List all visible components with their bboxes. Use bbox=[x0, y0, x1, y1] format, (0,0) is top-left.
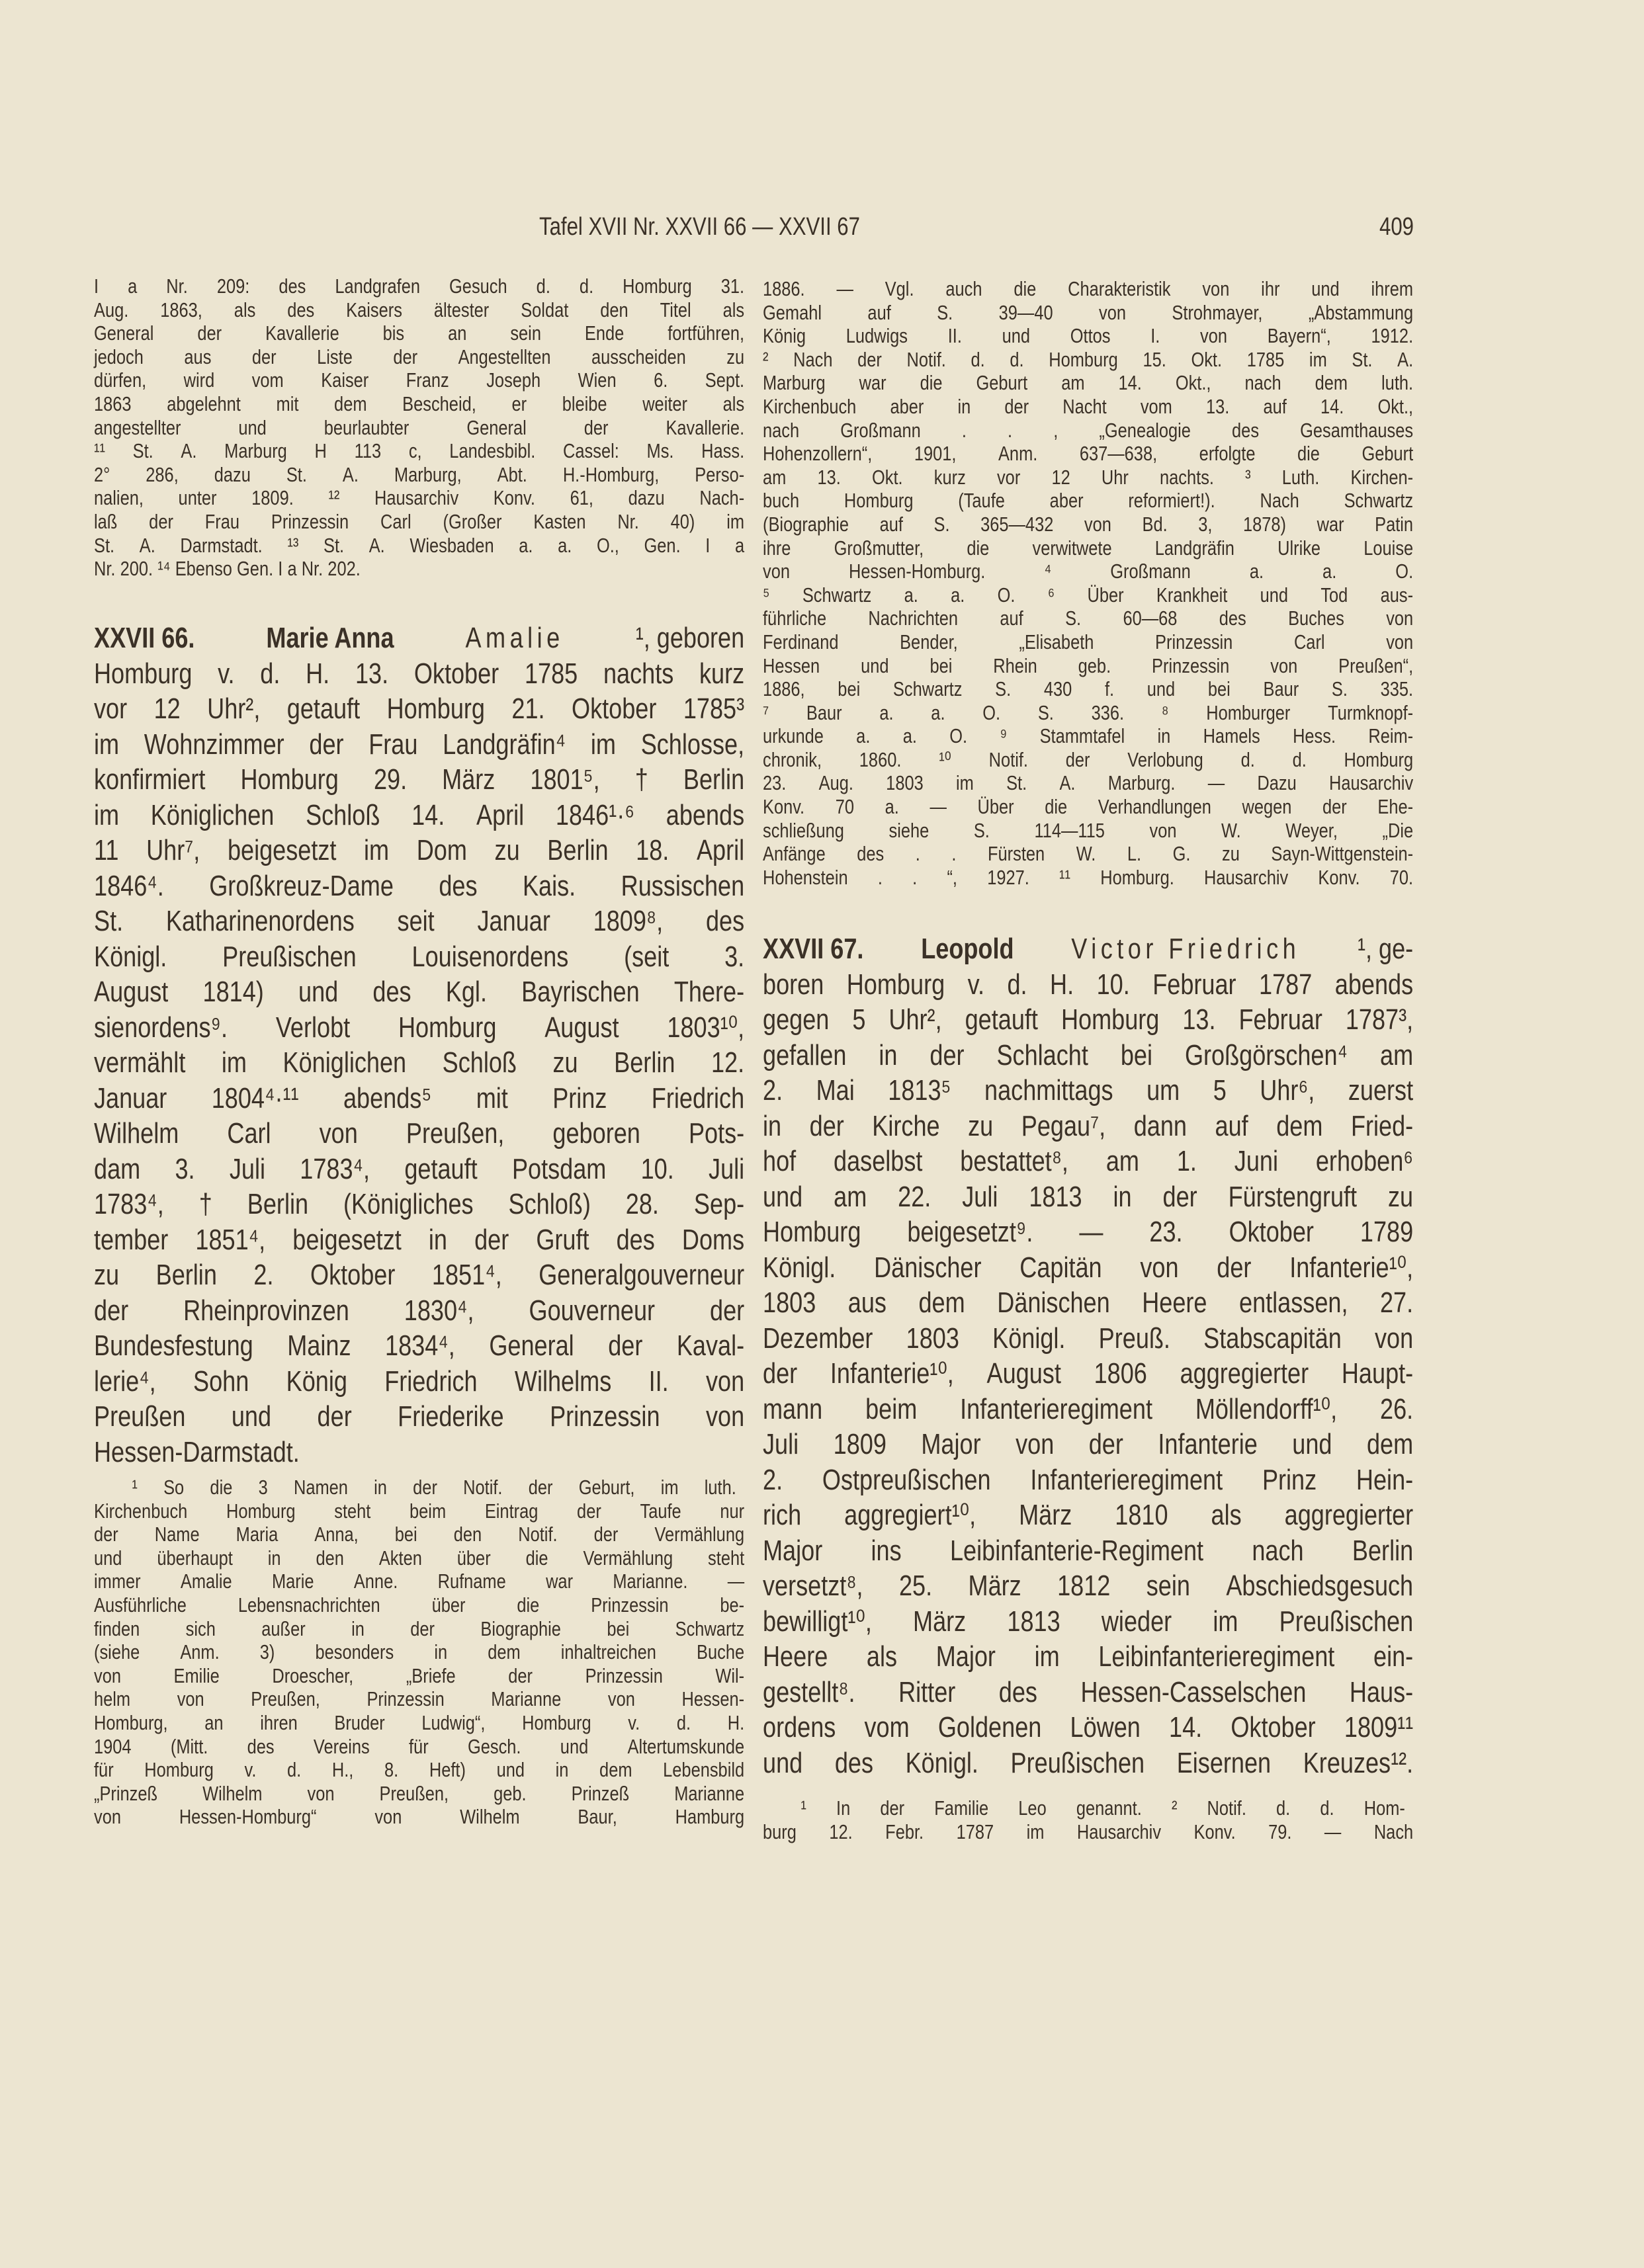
text-line bbox=[94, 1222, 744, 1258]
line-text: 1783⁴, † Berlin (Königliches Schloß) 28. Sep- bbox=[94, 1188, 745, 1220]
text-line bbox=[763, 748, 1413, 772]
text-line bbox=[763, 931, 1413, 967]
line-text: Kirchenbuch aber in der Nacht vom 13. auf 14. Okt., bbox=[763, 394, 1414, 418]
text-line bbox=[94, 1257, 744, 1293]
line-text: von Emilie Droescher, „Briefe der Prinzessin Wil- bbox=[94, 1663, 745, 1687]
line-text: Hessen-Darmstadt. bbox=[94, 1435, 300, 1468]
line-text: 11 Uhr⁷, beigesetzt im Dom zu Berlin 18. April bbox=[94, 834, 745, 866]
entry-number: XXVII 67. bbox=[763, 933, 864, 965]
text-line bbox=[763, 513, 1413, 536]
line-text: Ausführliche Lebensnachrichten über die Prinzessin be- bbox=[94, 1593, 745, 1617]
text-line bbox=[94, 1735, 744, 1759]
line-text: der Infanterie¹⁰, August 1806 aggregierter Haupt- bbox=[763, 1357, 1414, 1390]
page-number bbox=[1379, 213, 1421, 241]
text-line bbox=[763, 560, 1413, 583]
text-line bbox=[763, 466, 1413, 489]
text-line bbox=[763, 583, 1413, 607]
line-text: in der Kirche zu Pegau⁷, dann auf dem Fried- bbox=[763, 1109, 1414, 1142]
text-line bbox=[763, 1250, 1413, 1286]
text-line bbox=[763, 1144, 1413, 1179]
line-text: Major ins Leibinfanterie-Regiment nach Berlin bbox=[763, 1534, 1414, 1567]
text-line bbox=[94, 1435, 744, 1470]
line-text: 1886. — Vgl. auch die Charakteristik von ihr und ihrem bbox=[763, 277, 1414, 300]
text-line bbox=[763, 819, 1413, 843]
text-line bbox=[94, 903, 744, 939]
line-text: helm von Preußen, Prinzessin Marianne von Hessen- bbox=[94, 1687, 745, 1711]
line-text: vor 12 Uhr², getauft Homburg 21. Oktober 1785³ bbox=[94, 693, 745, 725]
line-text: gestellt⁸. Ritter des Hessen-Casselschen Haus- bbox=[763, 1675, 1414, 1708]
line-text: dam 3. Juli 1783⁴, getauft Potsdam 10. Juli bbox=[94, 1152, 745, 1185]
text-line bbox=[94, 1116, 744, 1152]
line-text: laß der Frau Prinzessin Carl (Großer Kasten Nr. 40) im bbox=[94, 509, 745, 533]
text-line bbox=[94, 762, 744, 798]
given-name-spaced: Amalie bbox=[465, 622, 564, 654]
text-line bbox=[94, 416, 744, 440]
text-line bbox=[94, 345, 744, 369]
line-text: der Rheinprovinzen 1830⁴, Gouverneur der bbox=[94, 1294, 745, 1327]
text-line bbox=[94, 1328, 744, 1364]
line-text: von Hessen-Homburg“ von Wilhelm Baur, Hamburg bbox=[94, 1805, 745, 1829]
line-text: Gemahl auf S. 39—40 von Strohmayer, „Abstammung bbox=[763, 300, 1414, 324]
text-line bbox=[94, 833, 744, 868]
line-text: vermählt im Königlichen Schloß zu Berlin 12. bbox=[94, 1046, 745, 1079]
text-line bbox=[763, 1639, 1413, 1675]
line-text: Homburg beigesetzt⁹. — 23. Oktober 1789 bbox=[763, 1216, 1414, 1248]
line-text: im Wohnzimmer der Frau Landgräfin⁴ im Schlosse, bbox=[94, 728, 745, 761]
heading-rest: ¹, ge- bbox=[1357, 933, 1414, 965]
text-line bbox=[94, 974, 744, 1010]
text-line bbox=[763, 1214, 1413, 1250]
text-line bbox=[763, 677, 1413, 701]
line-text: Homburg v. d. H. 13. Oktober 1785 nachts kurz bbox=[94, 657, 745, 690]
heading-rest: ¹, geboren bbox=[635, 622, 745, 654]
line-text: und des Königl. Preußischen Eisernen Kreuzes¹². bbox=[763, 1746, 1414, 1779]
text-line bbox=[763, 1497, 1413, 1533]
line-text: Anfänge des . . Fürsten W. L. G. zu Sayn-Wittgenstein- bbox=[763, 842, 1414, 866]
text-line bbox=[763, 842, 1413, 866]
line-text: sienordens⁹. Verlobt Homburg August 1803¹⁰, bbox=[94, 1011, 745, 1044]
line-text: 1886, bei Schwartz S. 430 f. und bei Baur S. 335. bbox=[763, 677, 1414, 701]
line-text: hof daselbst bestattet⁸, am 1. Juni erhoben⁶ bbox=[763, 1145, 1414, 1177]
text-line bbox=[94, 727, 744, 763]
line-text: Königl. Dänischer Capitän von der Infanterie¹⁰, bbox=[763, 1251, 1414, 1284]
text-line bbox=[94, 1499, 744, 1523]
text-line bbox=[94, 1570, 744, 1593]
entry-xxvii-67 bbox=[763, 931, 1413, 1781]
text-line bbox=[94, 1782, 744, 1806]
text-line bbox=[94, 463, 744, 487]
text-line bbox=[94, 939, 744, 975]
text-line bbox=[763, 536, 1413, 560]
line-text: ⁷ Baur a. a. O. S. 336. ⁸ Homburger Turmknopf- bbox=[763, 700, 1414, 724]
text-line bbox=[763, 395, 1413, 419]
line-text: urkunde a. a. O. ⁹ Stammtafel in Hamels Hess. Reim- bbox=[763, 724, 1414, 748]
line-text: Januar 1804⁴·¹¹ abends⁵ mit Prinz Friedrich bbox=[94, 1081, 745, 1114]
line-text: August 1814) und des Kgl. Bayrischen There- bbox=[94, 976, 745, 1008]
text-line bbox=[763, 371, 1413, 395]
text-line bbox=[94, 1045, 744, 1081]
text-line bbox=[763, 1392, 1413, 1427]
text-line bbox=[763, 1745, 1413, 1781]
text-line bbox=[763, 419, 1413, 442]
line-text: Preußen und der Friederike Prinzessin von bbox=[94, 1400, 745, 1433]
text-line bbox=[94, 620, 744, 656]
entry-number: XXVII 66. bbox=[94, 622, 195, 654]
text-line bbox=[94, 1758, 744, 1782]
line-text: Kirchenbuch Homburg steht beim Eintrag der Taufe nur bbox=[94, 1499, 745, 1523]
line-text: burg 12. Febr. 1787 im Hausarchiv Konv. 79. — Nach bbox=[763, 1820, 1414, 1843]
line-text: „Prinzeß Wilhelm von Preußen, geb. Prinzeß Marianne bbox=[94, 1781, 745, 1805]
text-line bbox=[763, 701, 1413, 725]
text-line bbox=[763, 1109, 1413, 1144]
line-text: ¹¹ St. A. Marburg H 113 c, Landesbibl. Cassel: Ms. Hass. bbox=[94, 439, 745, 463]
line-text: am 13. Okt. kurz vor 12 Uhr nachts. ³ Luth. Kirchen- bbox=[763, 465, 1414, 489]
text-line bbox=[94, 1687, 744, 1711]
line-text: der Name Maria Anna, bei den Notif. der Vermählung bbox=[94, 1523, 745, 1546]
left-bottom-footnotes bbox=[94, 1476, 744, 1829]
text-line bbox=[763, 1285, 1413, 1321]
text-line bbox=[94, 1593, 744, 1617]
line-text: Dezember 1803 Königl. Preuß. Stabscapitän von bbox=[763, 1322, 1414, 1355]
text-line bbox=[94, 321, 744, 345]
line-text: Königl. Preußischen Louisenordens (seit 3. bbox=[94, 940, 745, 973]
text-line bbox=[763, 866, 1413, 890]
text-line bbox=[94, 368, 744, 392]
text-line bbox=[763, 771, 1413, 795]
line-text: 1904 (Mitt. des Vereins für Gesch. und Altertumskunde bbox=[94, 1734, 745, 1758]
given-name-bold: Marie Anna bbox=[266, 622, 394, 654]
line-text: Hohenzollern“, 1901, Anm. 637—638, erfolgte die Geburt bbox=[763, 442, 1414, 466]
text-line bbox=[94, 1640, 744, 1664]
text-line bbox=[763, 1533, 1413, 1569]
text-line bbox=[763, 795, 1413, 819]
line-text: mann beim Infanterieregiment Möllendorff¹⁰, 26. bbox=[763, 1392, 1414, 1425]
line-text: General der Kavallerie bis an sein Ende fortführen, bbox=[94, 321, 745, 345]
line-text: buch Homburg (Taufe aber reformiert!). Nach Schwartz bbox=[763, 489, 1414, 513]
line-text: Heere als Major im Leibinfanterieregiment ein- bbox=[763, 1640, 1414, 1673]
line-text: I a Nr. 209: des Landgrafen Gesuch d. d. Homburg 31. bbox=[94, 274, 745, 298]
text-line bbox=[94, 1010, 744, 1046]
line-text: führliche Nachrichten auf S. 60—68 des Buches von bbox=[763, 607, 1414, 630]
text-line bbox=[94, 1546, 744, 1570]
line-text: Hessen und bei Rhein geb. Prinzessin von Preußen“, bbox=[763, 653, 1414, 677]
line-text: 1863 abgelehnt mit dem Bescheid, er bleibe weiter als bbox=[94, 392, 745, 415]
line-text: und überhaupt in den Akten über die Vermählung steht bbox=[94, 1546, 745, 1570]
line-text: St. Katharinenordens seit Januar 1809⁸, des bbox=[94, 905, 745, 937]
line-text: Hohenstein . . “, 1927. ¹¹ Homburg. Hausarchiv Konv. 70. bbox=[763, 865, 1414, 889]
text-line bbox=[94, 798, 744, 833]
right-bottom-footnotes bbox=[763, 1796, 1413, 1843]
line-text: angestellter und beurlaubter General der Kavallerie. bbox=[94, 415, 745, 439]
text-line bbox=[763, 1568, 1413, 1604]
line-text: 2. Mai 1813⁵ nachmittags um 5 Uhr⁶, zuerst bbox=[763, 1074, 1414, 1107]
page-number-text: 409 bbox=[1379, 213, 1414, 241]
line-text: 1803 aus dem Dänischen Heere entlassen, 27. bbox=[763, 1286, 1414, 1319]
text-line bbox=[763, 324, 1413, 348]
line-text: boren Homburg v. d. H. 10. Februar 1787 abends bbox=[763, 968, 1414, 1001]
given-name-bold: Leopold bbox=[921, 933, 1014, 965]
text-line bbox=[94, 1364, 744, 1400]
text-line bbox=[763, 1462, 1413, 1498]
line-text: lerie⁴, Sohn König Friedrich Wilhelms II. von bbox=[94, 1365, 745, 1398]
running-header bbox=[539, 213, 930, 241]
line-text: dürfen, wird vom Kaiser Franz Joseph Wien 6. Sept. bbox=[94, 368, 745, 392]
line-text: versetzt⁸, 25. März 1812 sein Abschiedsgesuch bbox=[763, 1570, 1414, 1602]
line-text: Aug. 1863, als des Kaisers ältester Soldat den Titel als bbox=[94, 298, 745, 321]
text-line bbox=[763, 348, 1413, 372]
given-name-spaced: Victor Friedrich bbox=[1071, 933, 1301, 965]
line-text: nalien, unter 1809. ¹² Hausarchiv Konv. 61, dazu Nach- bbox=[94, 486, 745, 510]
line-text: konfirmiert Homburg 29. März 1801⁵, † Berlin bbox=[94, 763, 745, 796]
line-text: rich aggregiert¹⁰, März 1810 als aggregierter bbox=[763, 1499, 1414, 1531]
line-text: Bundesfestung Mainz 1834⁴, General der Kaval- bbox=[94, 1329, 745, 1362]
line-text: St. A. Darmstadt. ¹³ St. A. Wiesbaden a. a. O., Gen. I a bbox=[94, 533, 745, 557]
text-line bbox=[94, 1617, 744, 1641]
line-text: Ferdinand Bender, „Elisabeth Prinzessin Carl von bbox=[763, 630, 1414, 653]
text-line bbox=[763, 1796, 1413, 1820]
text-line bbox=[763, 654, 1413, 678]
text-line bbox=[763, 967, 1413, 1003]
text-line bbox=[94, 510, 744, 534]
header-title: Tafel XVII Nr. XXVII 66 — XXVII 67 bbox=[539, 213, 860, 241]
line-text: zu Berlin 2. Oktober 1851⁴, Generalgouverneur bbox=[94, 1259, 745, 1291]
text-line bbox=[94, 1399, 744, 1435]
text-line bbox=[763, 1675, 1413, 1710]
text-line bbox=[763, 442, 1413, 466]
text-line bbox=[763, 277, 1413, 301]
text-line bbox=[763, 1427, 1413, 1462]
text-line bbox=[763, 1179, 1413, 1215]
line-text: Juli 1809 Major von der Infanterie und dem bbox=[763, 1428, 1414, 1460]
line-text: ordens vom Goldenen Löwen 14. Oktober 1809¹¹ bbox=[763, 1711, 1414, 1743]
text-line bbox=[763, 1820, 1413, 1844]
text-line bbox=[94, 868, 744, 904]
line-text: im Königlichen Schloß 14. April 1846¹·⁶ abends bbox=[94, 798, 745, 831]
text-line bbox=[94, 534, 744, 558]
entry-xxvii-66 bbox=[94, 620, 744, 1470]
text-line bbox=[94, 1187, 744, 1222]
right-top-footnotes bbox=[763, 277, 1413, 889]
line-text: König Ludwigs II. und Ottos I. von Bayern“, 1912. bbox=[763, 324, 1414, 348]
text-line bbox=[94, 1664, 744, 1688]
line-text: 23. Aug. 1803 im St. A. Marburg. — Dazu Hausarchiv bbox=[763, 771, 1414, 795]
line-text: gegen 5 Uhr², getauft Homburg 13. Februar 1787³, bbox=[763, 1003, 1414, 1036]
line-text: Homburg, an ihren Bruder Ludwig“, Homburg v. d. H. bbox=[94, 1710, 745, 1734]
line-text: (Biographie auf S. 365—432 von Bd. 3, 1878) war Patin bbox=[763, 512, 1414, 536]
text-line bbox=[763, 489, 1413, 513]
text-line bbox=[763, 630, 1413, 654]
text-line bbox=[94, 1711, 744, 1735]
text-line bbox=[94, 656, 744, 692]
line-text: chronik, 1860. ¹⁰ Notif. der Verlobung d. d. Homburg bbox=[763, 747, 1414, 771]
text-line bbox=[763, 301, 1413, 325]
text-line bbox=[94, 1476, 744, 1499]
line-text: ¹ So die 3 Namen in der Notif. der Geburt, im luth. bbox=[132, 1476, 736, 1499]
text-line bbox=[763, 1710, 1413, 1745]
line-text: 1846⁴. Großkreuz-Dame des Kais. Russischen bbox=[94, 869, 745, 902]
line-text: Nr. 200. ¹⁴ Ebenso Gen. I a Nr. 202. bbox=[94, 557, 361, 581]
line-text: nach Großmann . . , „Genealogie des Gesamthauses bbox=[763, 418, 1414, 442]
text-line bbox=[763, 1073, 1413, 1109]
line-text: tember 1851⁴, beigesetzt in der Gruft des Doms bbox=[94, 1223, 745, 1256]
line-text: ⁵ Schwartz a. a. O. ⁶ Über Krankheit und Tod aus- bbox=[763, 583, 1414, 607]
line-text: 2. Ostpreußischen Infanterieregiment Prinz Hein- bbox=[763, 1463, 1414, 1496]
line-text: von Hessen-Homburg. ⁴ Großmann a. a. O. bbox=[763, 560, 1414, 583]
line-text: finden sich außer in der Biographie bei Schwartz bbox=[94, 1617, 745, 1640]
text-line bbox=[94, 1523, 744, 1546]
text-line bbox=[94, 439, 744, 463]
line-text: ihre Großmutter, die verwitwete Landgräfin Ulrike Louise bbox=[763, 536, 1414, 560]
text-line bbox=[763, 1604, 1413, 1640]
text-line bbox=[94, 557, 744, 581]
text-line bbox=[94, 1081, 744, 1116]
line-text: gefallen in der Schlacht bei Großgörschen⁴ am bbox=[763, 1038, 1414, 1071]
text-line bbox=[763, 724, 1413, 748]
line-text: ² Nach der Notif. d. d. Homburg 15. Okt. 1785 im St. A. bbox=[763, 347, 1414, 371]
text-line bbox=[94, 486, 744, 510]
text-line bbox=[94, 392, 744, 416]
text-line bbox=[763, 1356, 1413, 1392]
line-text: ¹ In der Familie Leo genannt. ² Notif. d. d. Hom- bbox=[800, 1796, 1405, 1820]
text-line bbox=[94, 274, 744, 298]
text-line bbox=[763, 1321, 1413, 1357]
text-line bbox=[763, 1002, 1413, 1038]
text-line bbox=[94, 691, 744, 727]
line-text: Konv. 70 a. — Über die Verhandlungen wegen der Ehe- bbox=[763, 795, 1414, 819]
line-text: immer Amalie Marie Anne. Rufname war Marianne. — bbox=[94, 1570, 745, 1593]
left-top-footnotes bbox=[94, 274, 744, 581]
text-line bbox=[763, 1038, 1413, 1073]
text-line bbox=[94, 1293, 744, 1329]
line-text: 2° 286, dazu St. A. Marburg, Abt. H.-Homburg, Perso- bbox=[94, 462, 745, 486]
line-text: für Homburg v. d. H., 8. Heft) und in dem Lebensbild bbox=[94, 1758, 745, 1782]
text-line bbox=[763, 607, 1413, 630]
line-text: Wilhelm Carl von Preußen, geboren Pots- bbox=[94, 1117, 745, 1150]
text-line bbox=[94, 298, 744, 322]
text-line bbox=[94, 1805, 744, 1829]
line-text: jedoch aus der Liste der Angestellten ausscheiden zu bbox=[94, 345, 745, 368]
line-text: schließung siehe S. 114—115 von W. Weyer, „Die bbox=[763, 818, 1414, 842]
text-line bbox=[94, 1152, 744, 1187]
line-text: und am 22. Juli 1813 in der Fürstengruft zu bbox=[763, 1180, 1414, 1213]
line-text: bewilligt¹⁰, März 1813 wieder im Preußischen bbox=[763, 1605, 1414, 1638]
line-text: Marburg war die Geburt am 14. Okt., nach dem luth. bbox=[763, 371, 1414, 395]
line-text: (siehe Anm. 3) besonders in dem inhaltreichen Buche bbox=[94, 1640, 745, 1664]
